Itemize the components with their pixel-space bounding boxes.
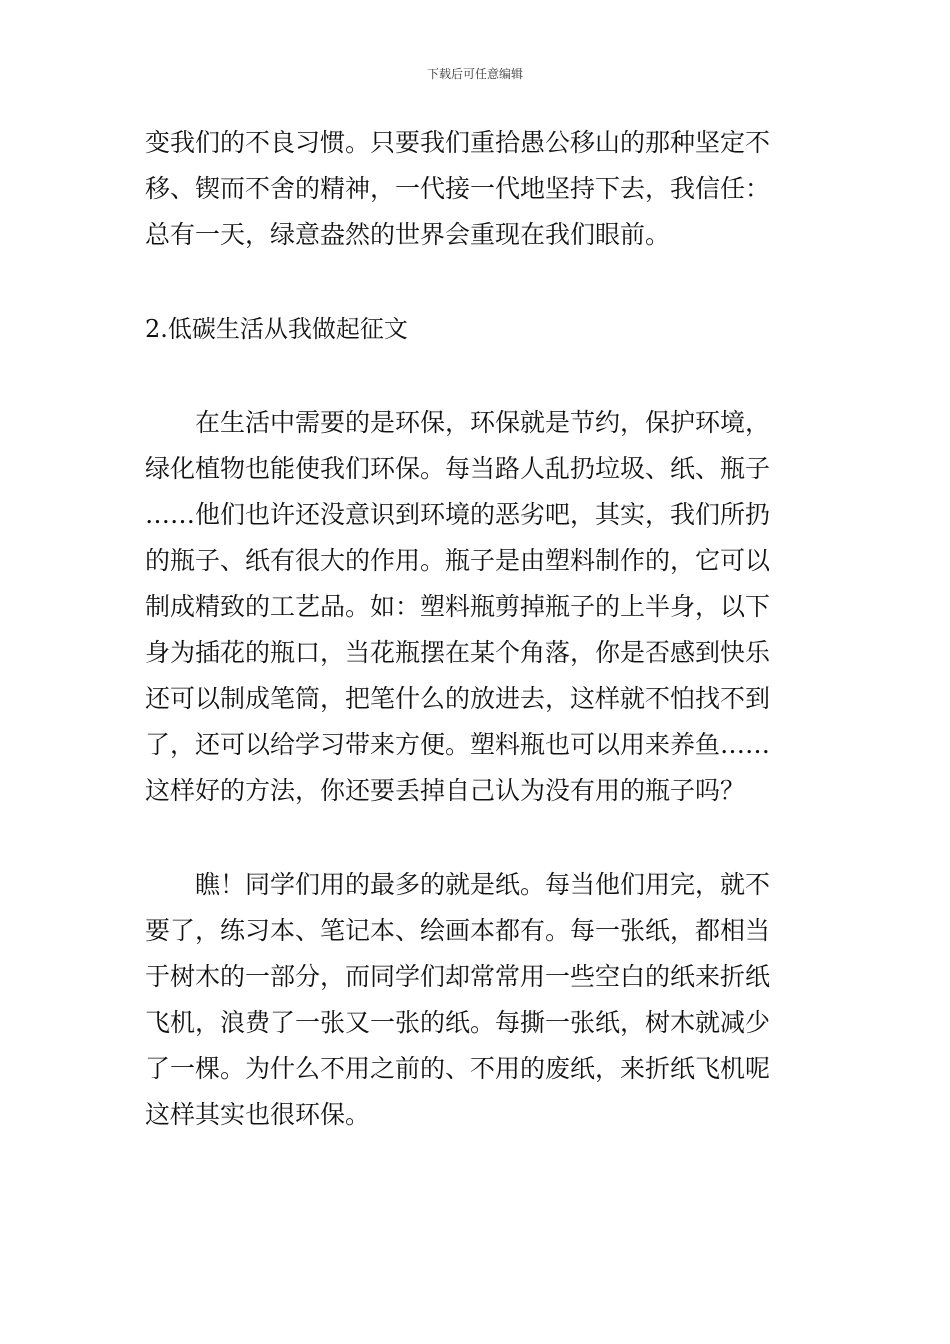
text-line: 在生活中需要的是环保，环保就是节约，保护环境， (145, 408, 771, 437)
text-line: 身为插花的瓶口，当花瓶摆在某个角落，你是否感到快乐 (145, 638, 771, 667)
text-line: 总有一天，绿意盎然的世界会重现在我们眼前。 (145, 220, 671, 249)
paragraph-1 (145, 128, 809, 266)
text-line: ……他们也许还没意识到环境的恶劣吧，其实，我们所扔 (145, 500, 771, 529)
paragraph-3 (145, 870, 809, 1146)
text-line: 这样好的方法，你还要丢掉自己认为没有用的瓶子吗？ (145, 776, 746, 805)
text-line: 移、锲而不舍的精神，一代接一代地坚持下去，我信任： (145, 174, 771, 203)
section-heading: 2.低碳生活从我做起征文 (145, 315, 408, 343)
paragraph-spacer (145, 360, 809, 408)
text-line: 制成精致的工艺品。如：塑料瓶剪掉瓶子的上半身，以下 (145, 592, 771, 621)
text-line: 了一棵。为什么不用之前的、不用的废纸，来折纸飞机呢 (145, 1054, 771, 1083)
document-body (145, 128, 809, 1146)
text-line: 变我们的不良习惯。只要我们重拾愚公移山的那种坚定不 (145, 128, 771, 157)
text-line: 要了，练习本、笔记本、绘画本都有。每一张纸，都相当 (145, 916, 771, 945)
text-line: 瞧！同学们用的最多的就是纸。每当他们用完，就不 (145, 870, 771, 899)
page-header-note: 下载后可任意编辑 (426, 67, 523, 81)
text-line: 于树木的一部分，而同学们却常常用一些空白的纸来折纸 (145, 962, 771, 991)
paragraph-spacer (145, 266, 809, 314)
text-line: 的瓶子、纸有很大的作用。瓶子是由塑料制作的，它可以 (145, 546, 771, 575)
text-line: 绿化植物也能使我们环保。每当路人乱扔垃圾、纸、瓶子 (145, 454, 771, 483)
text-line: 飞机，浪费了一张又一张的纸。每撕一张纸，树木就减少 (145, 1008, 771, 1037)
paragraph-spacer (145, 822, 809, 870)
paragraph-2 (145, 408, 809, 822)
text-line: 还可以制成笔筒，把笔什么的放进去，这样就不怕找不到 (145, 684, 771, 713)
text-line: 了，还可以给学习带来方便。塑料瓶也可以用来养鱼…… (145, 730, 771, 759)
text-line: 这样其实也很环保。 (145, 1100, 371, 1129)
